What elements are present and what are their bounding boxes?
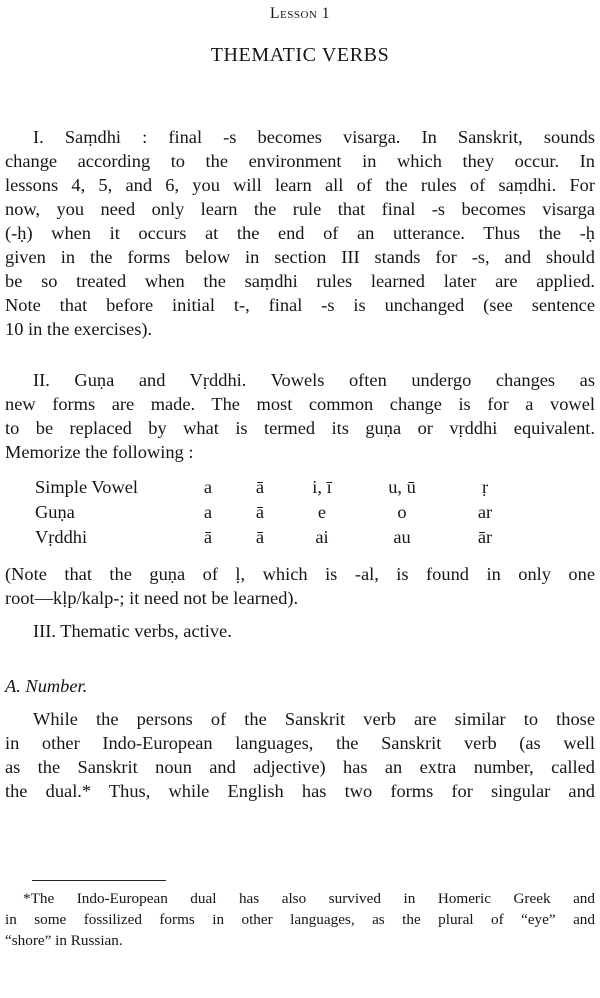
table-cell: ā (255, 527, 265, 547)
text-line: Note that before initial t-, final -s is unchanged (see sentence (5, 295, 595, 315)
table-cell: e (317, 502, 327, 522)
table-row (35, 475, 535, 500)
text-line: change according to the environment in which they occur. In (5, 151, 595, 171)
table-cell: ā (203, 527, 213, 547)
table-cell: ai (315, 527, 329, 547)
text-line: I. Saṃdhi : final -s becomes visarga. In Sanskrit, sounds (33, 127, 595, 147)
text-line: (-ḥ) when it occurs at the end of an utterance. Thus the -ḥ (5, 223, 595, 243)
table-cell: ṛ (481, 477, 489, 497)
subsection-heading: A. Number. (5, 676, 88, 696)
footnote (5, 888, 595, 951)
table-cell: ār (477, 527, 493, 547)
number-paragraph (5, 707, 595, 803)
table-cell: ar (477, 502, 493, 522)
text-line: as the Sanskrit noun and adjective) has an extra number, called (5, 757, 595, 777)
text-line: now, you need only learn the rule that final -s becomes visarga (5, 199, 595, 219)
row-label: Guṇa (35, 502, 75, 522)
footnote-divider (32, 880, 166, 881)
row-label: Vṛddhi (35, 527, 88, 547)
table-cell: i, ī (312, 477, 332, 497)
text-line: be so treated when the saṃdhi rules learned later are applied. (5, 271, 595, 291)
text-line: lessons 4, 5, and 6, you will learn all of the rules of saṃdhi. For (5, 175, 595, 195)
text-line: Memorize the following : (5, 442, 194, 462)
row-label: Simple Vowel (35, 477, 139, 497)
footnote-line: in some fossilized forms in other languages, as the plural of “eye” and (5, 911, 595, 928)
section-heading: III. Thematic verbs, active. (33, 621, 232, 641)
text-line: new forms are made. The most common change is for a vowel (5, 394, 595, 414)
text-line: given in the forms below in section III stands for -s, and should (5, 247, 595, 267)
table-cell: ā (255, 477, 265, 497)
table-row (35, 525, 535, 550)
subsection-heading-number (5, 674, 595, 698)
text-line: root—kḷp/kalp-; it need not be learned). (5, 588, 299, 608)
text-line: in other Indo-European languages, the Sanskrit verb (as well (5, 733, 595, 753)
section-heading-thematic (33, 619, 593, 643)
table-cell: a (203, 502, 213, 522)
text-line: the dual.* Thus, while English has two forms for singular and (5, 781, 595, 801)
lesson-header: Lesson 1 (270, 5, 330, 22)
section-guna-vrddhi-paragraph (5, 368, 595, 464)
text-line: II. Guṇa and Vṛddhi. Vowels often undergo changes as (33, 370, 595, 390)
footnote-line: “shore” in Russian. (5, 932, 123, 949)
table-cell: ā (255, 502, 265, 522)
table-cell: au (393, 527, 411, 547)
table-row (35, 500, 535, 525)
section-saṃdhi-paragraph (5, 125, 595, 341)
table-cell: o (397, 502, 407, 522)
text-line: 10 in the exercises). (5, 319, 153, 339)
table-cell: u, ū (388, 477, 416, 497)
footnote-line: *The Indo-European dual has also survived in Homeric Greek and (23, 890, 595, 907)
vowel-grade-table (35, 475, 535, 550)
chapter-title: THEMATIC VERBS (210, 44, 390, 66)
text-line: (Note that the guṇa of ḷ, which is -al, is found in only one (5, 564, 595, 584)
table-cell: a (203, 477, 213, 497)
text-line: to be replaced by what is termed its guṇa or vṛddhi equivalent. (5, 418, 595, 438)
guna-note-paragraph (5, 562, 595, 610)
text-line: While the persons of the Sanskrit verb are similar to those (33, 709, 595, 729)
